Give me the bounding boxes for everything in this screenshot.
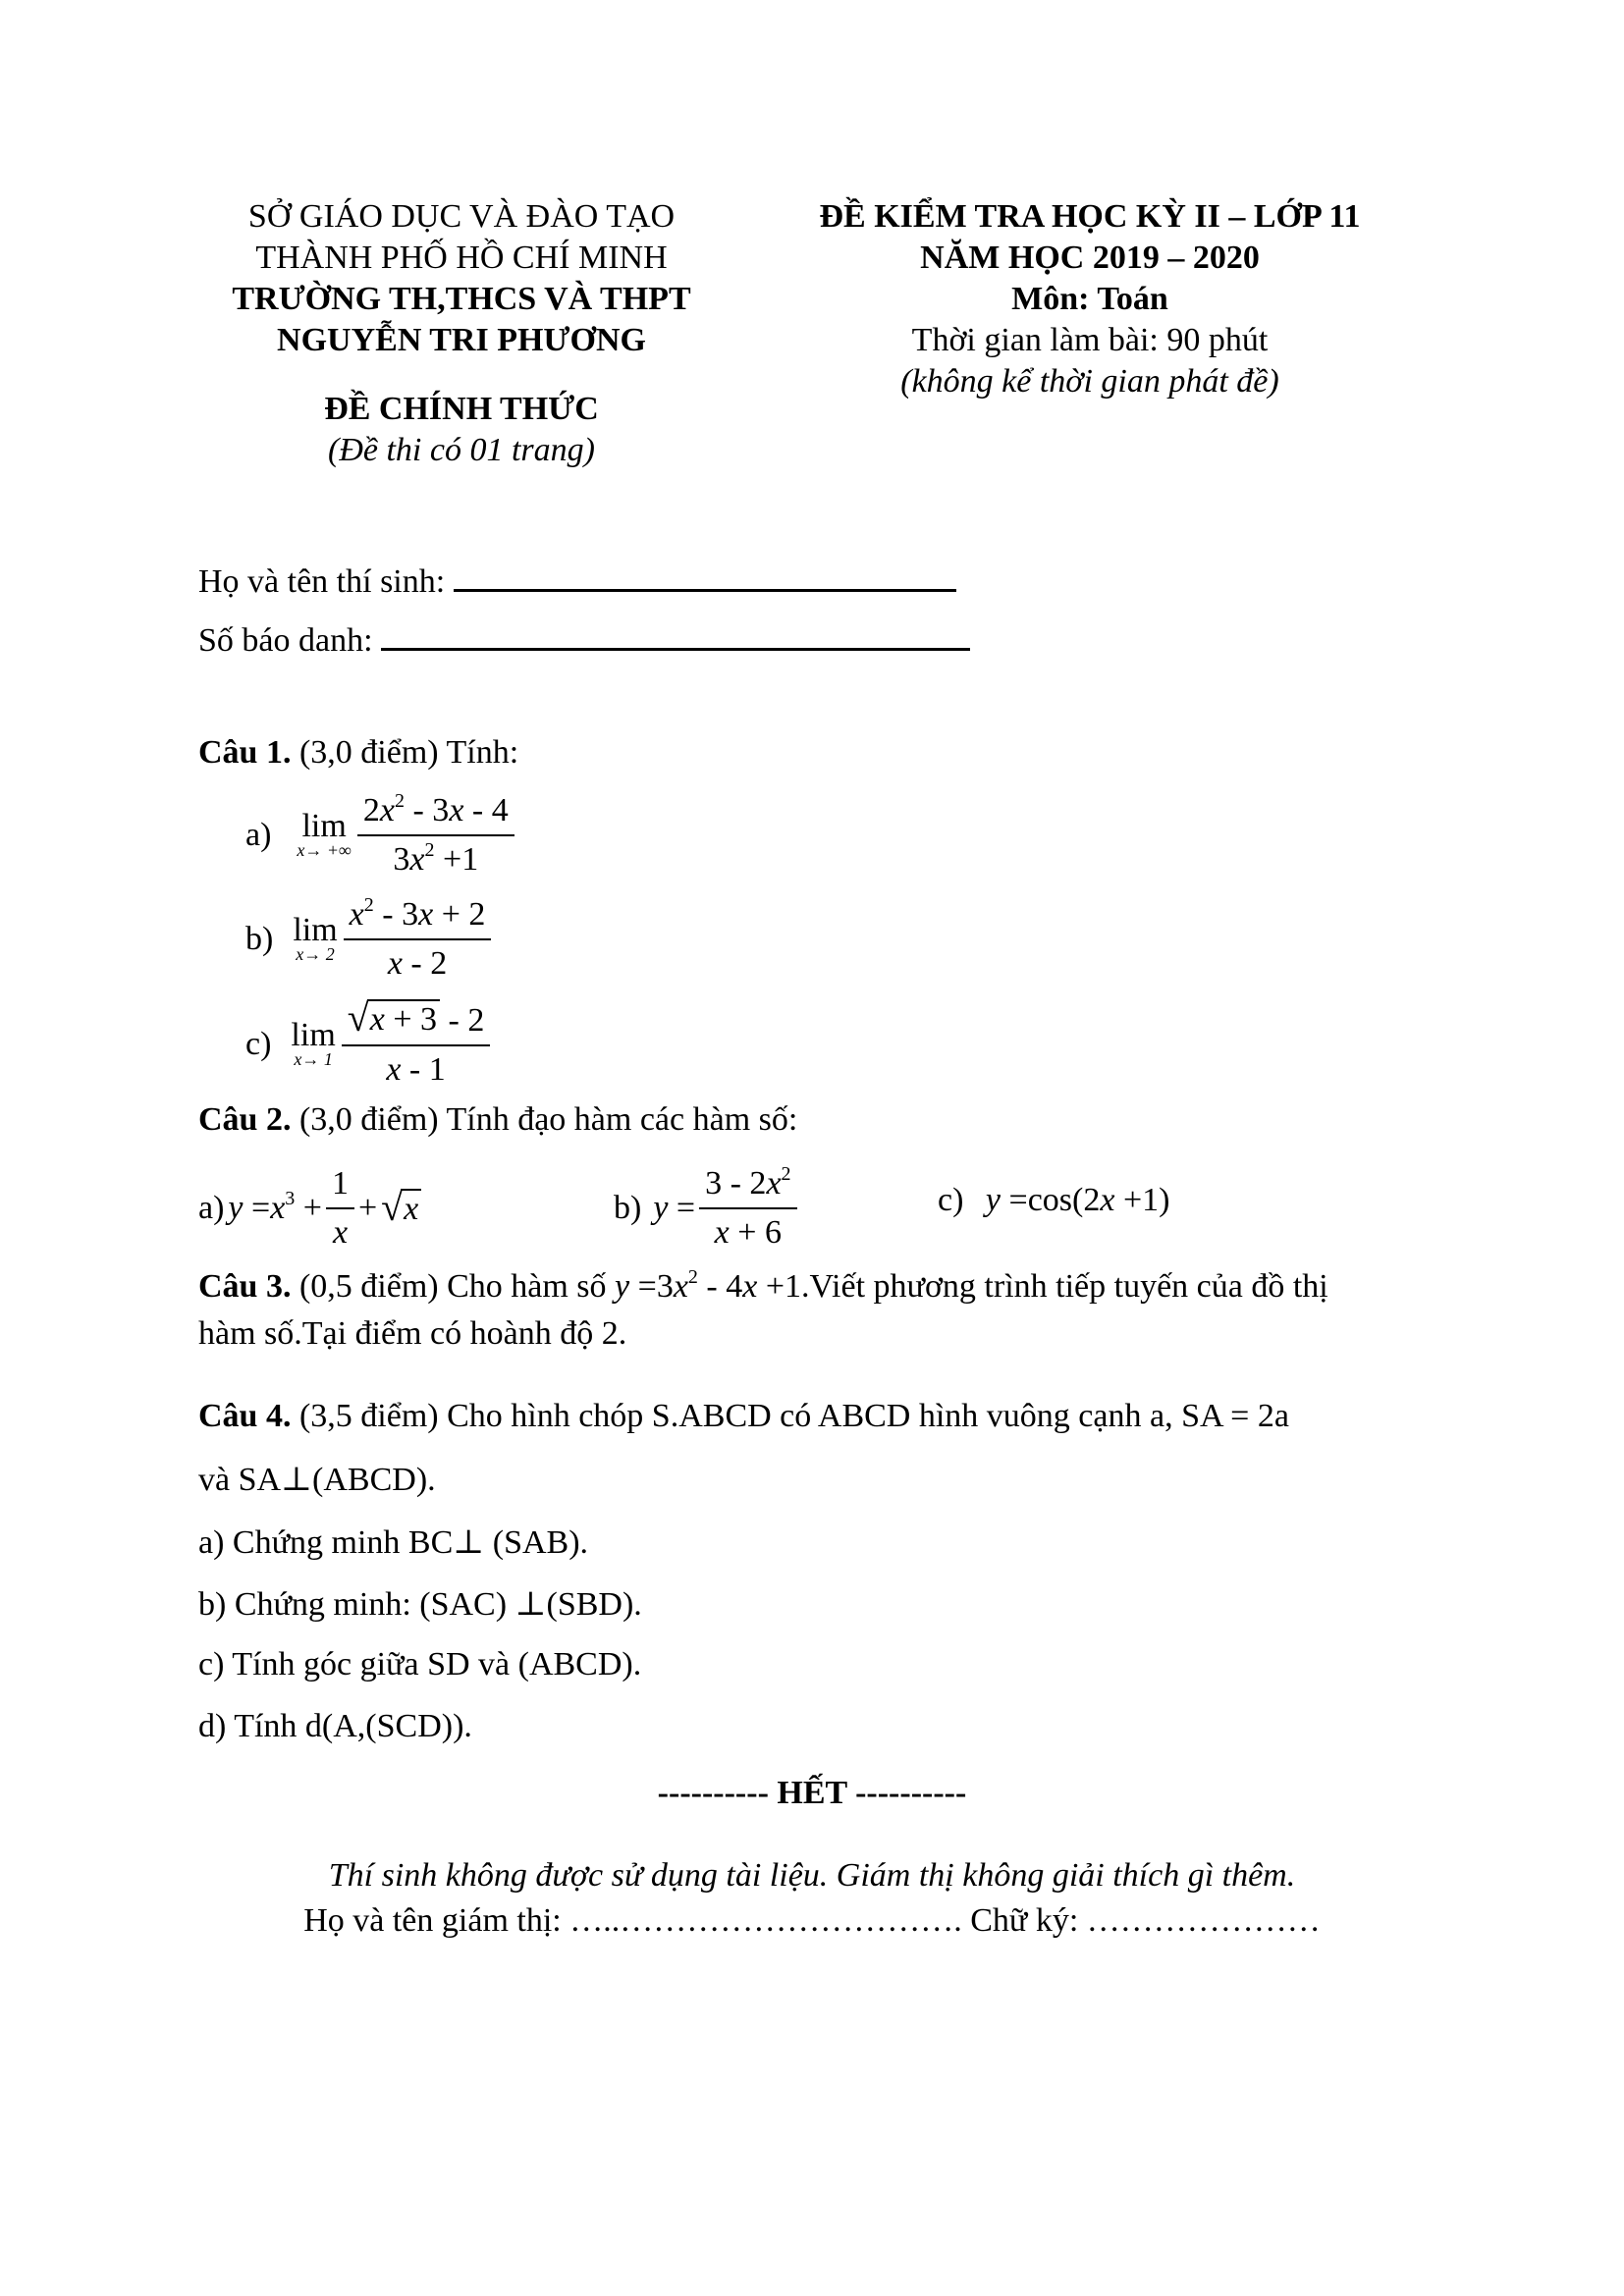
question-2a-label: a) xyxy=(198,1190,225,1226)
proctor-line: Họ và tên giám thị: …..…………………………. Chữ ký: ………………… xyxy=(303,1902,1321,1939)
end-marker: ---------- HẾT ---------- xyxy=(657,1775,967,1811)
candidate-name-label: Họ và tên thí sinh: xyxy=(198,563,446,600)
question-4-title: Câu 4. xyxy=(198,1398,292,1434)
header-right xyxy=(766,196,1414,402)
candidate-id-field[interactable] xyxy=(381,620,970,651)
sqrt-symbol: √ x xyxy=(381,1189,421,1228)
question-2c: c) y =cos(2x +1) xyxy=(938,1182,1170,1218)
fraction: $\frac{x^2 - 3x + 2}{x - 2}$ xyxy=(344,895,492,984)
question-1-heading xyxy=(198,734,518,772)
question-2a: a) $y =x^3$ + $\frac{1}{x}$ + √ x xyxy=(198,1164,421,1253)
pages-note: (Đề thi có 01 trang) xyxy=(328,432,595,468)
question-4a: a) Chứng minh BC⊥ (SAB). xyxy=(198,1524,589,1561)
subject: Môn: Toán xyxy=(1011,281,1168,317)
candidate-id-label: Số báo danh: xyxy=(198,622,373,659)
city-name: THÀNH PHỐ HỒ CHÍ MINH xyxy=(255,240,668,276)
question-4-line1: Câu 4. (3,5 điểm) Cho hình chóp S.ABCD có ABCD hình vuông cạnh a, SA = 2a xyxy=(198,1398,1289,1434)
limit-operator: lim x→ 2 xyxy=(293,912,338,964)
question-3-line2: hàm số.Tại điểm có hoành độ 2. xyxy=(198,1315,627,1352)
school-year: NĂM HỌC 2019 – 2020 xyxy=(920,240,1260,276)
fraction: $\frac{2x^2 - 3x - 4}{3x^2 +1}$ xyxy=(357,791,514,880)
fraction: $\frac{3 - 2x^2}{x + 6}$ xyxy=(699,1164,796,1253)
question-1b-label: b) xyxy=(245,921,274,957)
candidate-name-row xyxy=(198,561,956,601)
limit-operator: lim x→ 1 xyxy=(291,1017,336,1069)
candidate-name-field[interactable] xyxy=(454,561,956,592)
question-1a xyxy=(245,791,518,880)
question-3-line1: Câu 3. (0,5 điểm) Cho hàm số $y =3x^2 - 4x$ +1.Viết phương trình tiếp tuyến của đồ thị xyxy=(198,1266,1328,1305)
header-left xyxy=(177,196,746,471)
exam-title: ĐỀ KIỂM TRA HỌC KỲ II – LỚP 11 xyxy=(819,198,1361,235)
duration: Thời gian làm bài: 90 phút xyxy=(911,322,1269,358)
question-2-points: (3,0 điểm) Tính đạo hàm các hàm số: xyxy=(298,1101,798,1138)
limit-operator: lim x→ +∞ xyxy=(297,808,352,860)
official-label: ĐỀ CHÍNH THỨC xyxy=(324,391,599,427)
question-1c xyxy=(245,995,494,1090)
question-2b: b) y = $\frac{3 - 2x^2}{x + 6}$ xyxy=(614,1164,801,1253)
question-4-line2: và SA⊥(ABCD). xyxy=(198,1462,436,1498)
school-name-line2: NGUYỄN TRI PHƯƠNG xyxy=(277,322,646,358)
question-1b xyxy=(245,895,495,984)
candidate-id-row xyxy=(198,620,970,660)
department-name: SỞ GIÁO DỤC VÀ ĐÀO TẠO xyxy=(247,198,676,235)
question-2-heading xyxy=(198,1101,797,1139)
question-4c: c) Tính góc giữa SD và (ABCD). xyxy=(198,1646,642,1682)
question-4b: b) Chứng minh: (SAC) ⊥(SBD). xyxy=(198,1586,642,1623)
question-1a-label: a) xyxy=(245,817,272,853)
question-3-title: Câu 3. xyxy=(198,1268,292,1305)
question-4d: d) Tính d(A,(SCD)). xyxy=(198,1708,472,1744)
duration-note: (không kể thời gian phát đề) xyxy=(900,363,1279,400)
question-2c-label: c) xyxy=(938,1182,964,1218)
question-2-title: Câu 2. xyxy=(198,1101,292,1138)
question-2b-label: b) xyxy=(614,1190,642,1226)
question-1-title: Câu 1. xyxy=(198,734,292,771)
question-1-points: (3,0 điểm) Tính: xyxy=(298,734,519,771)
fraction: √ x + 3 - 2 x - 1 xyxy=(342,999,491,1090)
footer-note: Thí sinh không được sử dụng tài liệu. Giám thị không giải thích gì thêm. xyxy=(328,1857,1296,1894)
school-name-line1: TRƯỜNG TH,THCS VÀ THPT xyxy=(232,281,691,317)
sqrt-symbol: √ x + 3 xyxy=(348,999,440,1039)
question-1c-label: c) xyxy=(245,1026,272,1062)
fraction: $\frac{1}{x}$ xyxy=(326,1164,354,1253)
